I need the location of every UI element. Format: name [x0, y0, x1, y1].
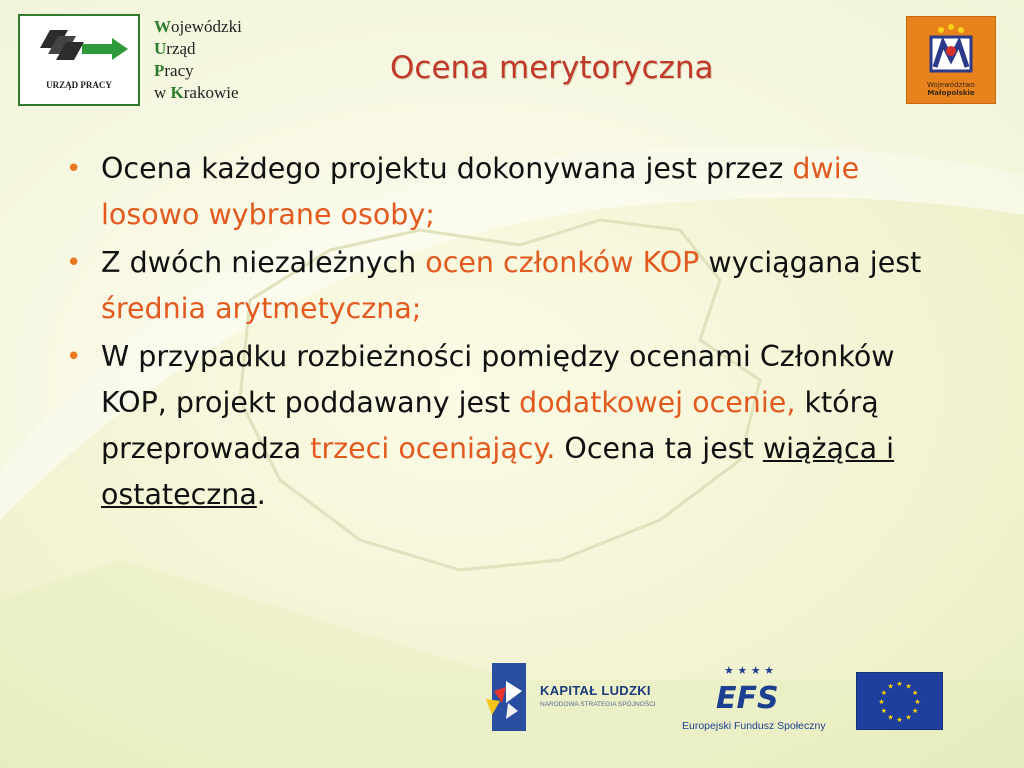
efs-caption: Europejski Fundusz Społeczny [682, 720, 826, 732]
bullet-item [64, 334, 964, 518]
malopolska-logo [906, 16, 996, 104]
highlighted-text: średnia arytmetyczna; [101, 292, 422, 325]
eu-star-icon: ★ [896, 716, 903, 724]
bullet-text: W przypadku rozbieżności pomiędzy ocenami Członków KOP, projekt poddawany jest [101, 340, 895, 419]
highlighted-text: dwie losowo wybrane osoby; [101, 152, 860, 231]
malopolska-emblem-icon [921, 23, 981, 79]
eu-star-icon: ★ [880, 689, 888, 697]
office-name-line: Wojewódzki [154, 17, 242, 36]
efs-acronym: EFS [716, 681, 779, 716]
page-title: Ocena merytoryczna [390, 50, 714, 86]
underlined-text: wiążąca i ostateczna [101, 432, 895, 511]
kapital-ludzki-title: KAPITAŁ LUDZKI [540, 683, 651, 698]
eu-star-icon: ★ [905, 682, 912, 691]
eu-star-icon: ★ [887, 682, 894, 691]
bullet-item [64, 146, 964, 238]
eu-star-icon: ★ [887, 713, 894, 722]
eu-star-icon: ★ [880, 707, 888, 715]
svg-text:★ ★ ★ ★: ★ ★ ★ ★ [724, 664, 774, 677]
office-name-line: w Krakowie [154, 83, 239, 102]
eu-star-icon: ★ [911, 689, 919, 697]
eu-star-icon: ★ [914, 698, 921, 706]
bullet-item [64, 240, 964, 332]
kapital-ludzki-subtitle: NARODOWA STRATEGIA SPÓJNOŚCI [540, 701, 656, 708]
efs-logo [682, 660, 826, 740]
bullet-dot-icon: • [66, 154, 82, 184]
bullet-dot-icon: • [66, 342, 82, 372]
highlighted-text: trzeci oceniający. [310, 432, 556, 465]
bullet-text: wyciągana jest [699, 246, 922, 279]
office-name-line: Urząd [154, 39, 196, 58]
highlighted-text: dodatkowej ocenie, [519, 386, 796, 419]
bullet-text: którą przeprowadza [101, 386, 879, 465]
kapital-ludzki-logo [484, 663, 674, 737]
kapital-ludzki-emblem-icon [484, 663, 536, 737]
bullet-text: Z dwóch niezależnych [101, 246, 426, 279]
bullet-text: Ocena każdego projektu dokonywana jest przez [101, 152, 793, 185]
eu-star-icon: ★ [896, 680, 903, 688]
eu-star-icon: ★ [911, 707, 919, 715]
bullet-text: Ocena ta jest [555, 432, 763, 465]
highlighted-text: ocen członków KOP [425, 246, 700, 279]
eu-star-icon: ★ [878, 698, 885, 706]
urzad-pracy-logo [18, 14, 140, 106]
office-name [154, 16, 242, 104]
bullet-dot-icon: • [66, 248, 82, 278]
malopolska-caption: Województwo Małopolskie [927, 81, 975, 97]
eu-star-icon: ★ [905, 713, 912, 722]
stacked-arrows-icon [28, 26, 130, 78]
efs-emblem-icon [682, 660, 822, 716]
eu-flag [856, 672, 943, 730]
office-name-line: Pracy [154, 61, 194, 80]
logo-caption: URZĄD PRACY [46, 80, 112, 90]
bullet-list [64, 146, 964, 520]
eu-stars-icon [857, 673, 942, 729]
bullet-text: . [256, 478, 266, 511]
